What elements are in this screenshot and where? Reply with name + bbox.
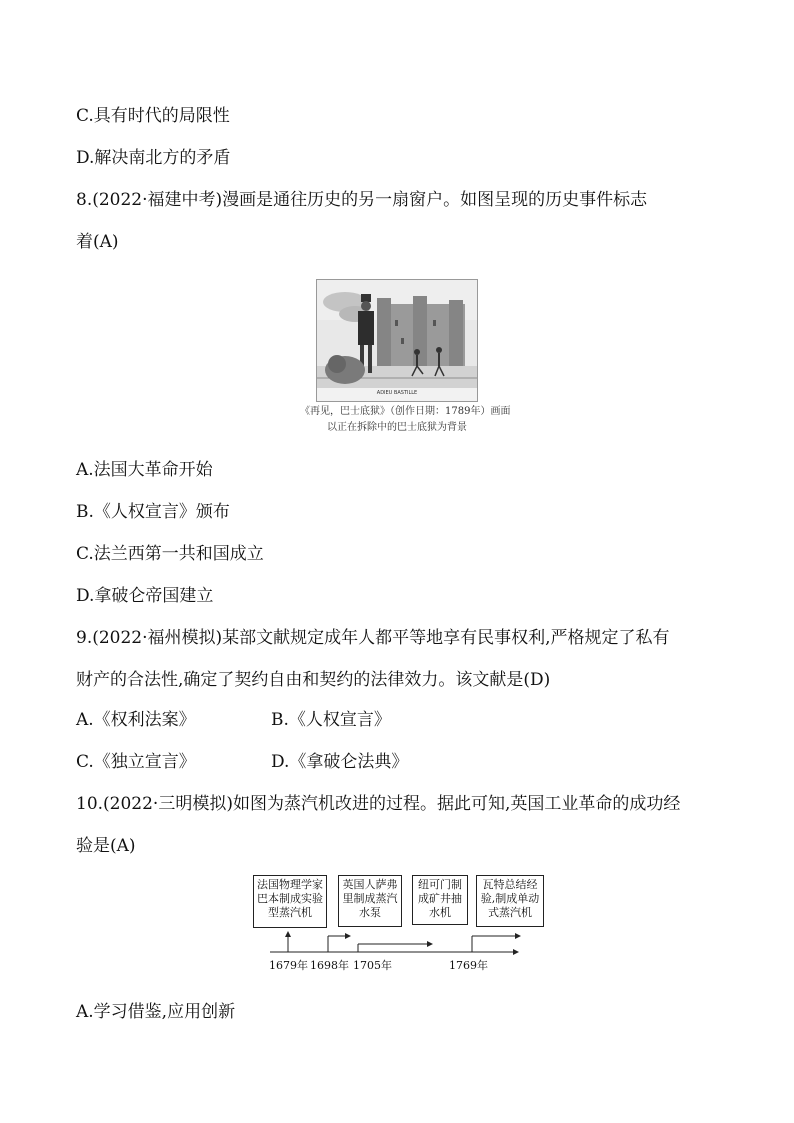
option-9c: C.《独立宣言》 — [76, 752, 196, 772]
option-7d: D.解决南北方的矛盾 — [76, 148, 231, 168]
timeline-year-1698: 1698年 — [310, 959, 349, 972]
timeline-box-papin: 法国物理学家巴本制成实验型蒸汽机 — [253, 875, 327, 928]
steam-engine-timeline — [250, 873, 550, 973]
question-10-stem: 10.(2022·三明模拟)如图为蒸汽机改进的过程。据此可知,英国工业革命的成功经 — [76, 794, 681, 814]
option-10a: A.学习借鉴,应用创新 — [76, 1002, 236, 1022]
timeline-year-1705: 1705年 — [353, 959, 392, 972]
question-9-stem-cont: 财产的合法性,确定了契约自由和契约的法律效力。该文献是(D) — [76, 670, 551, 690]
cartoon-caption-line-2: 以正在拆除中的巴士底狱为背景 — [327, 422, 467, 433]
option-9d: D.《拿破仑法典》 — [271, 752, 409, 772]
option-8c: C.法兰西第一共和国成立 — [76, 544, 264, 564]
timeline-year-1679: 1679年 — [269, 959, 308, 972]
question-9-stem: 9.(2022·福州模拟)某部文献规定成年人都平等地享有民事权利,严格规定了私有 — [76, 628, 670, 648]
option-9a: A.《权利法案》 — [76, 710, 196, 730]
option-8d: D.拿破仑帝国建立 — [76, 586, 214, 606]
cartoon-caption-line-1: 《再见，巴士底狱》（创作日期：1789年）画面 — [300, 406, 511, 417]
question-8-stem: 8.(2022·福建中考)漫画是通往历史的另一扇窗户。如图呈现的历史事件标志 — [76, 190, 648, 210]
timeline-box-watt: 瓦特总结经验,制成单动式蒸汽机 — [476, 875, 544, 927]
timeline-box-newcomen: 纽可门制成矿井抽水机 — [412, 875, 468, 925]
question-8-stem-cont: 着(A) — [76, 232, 119, 252]
option-9b: B.《人权宣言》 — [271, 710, 391, 730]
timeline-box-savery: 英国人萨弗里制成蒸汽水泵 — [338, 875, 402, 927]
option-8a: A.法国大革命开始 — [76, 460, 213, 480]
cartoon-inner-caption: ADIEU BASTILLE — [376, 390, 418, 396]
option-8b: B.《人权宣言》颁布 — [76, 502, 230, 522]
bastille-cartoon-image — [316, 279, 478, 402]
option-7c: C.具有时代的局限性 — [76, 106, 230, 126]
question-10-stem-cont: 验是(A) — [76, 836, 136, 856]
timeline-year-1769: 1769年 — [449, 959, 488, 972]
